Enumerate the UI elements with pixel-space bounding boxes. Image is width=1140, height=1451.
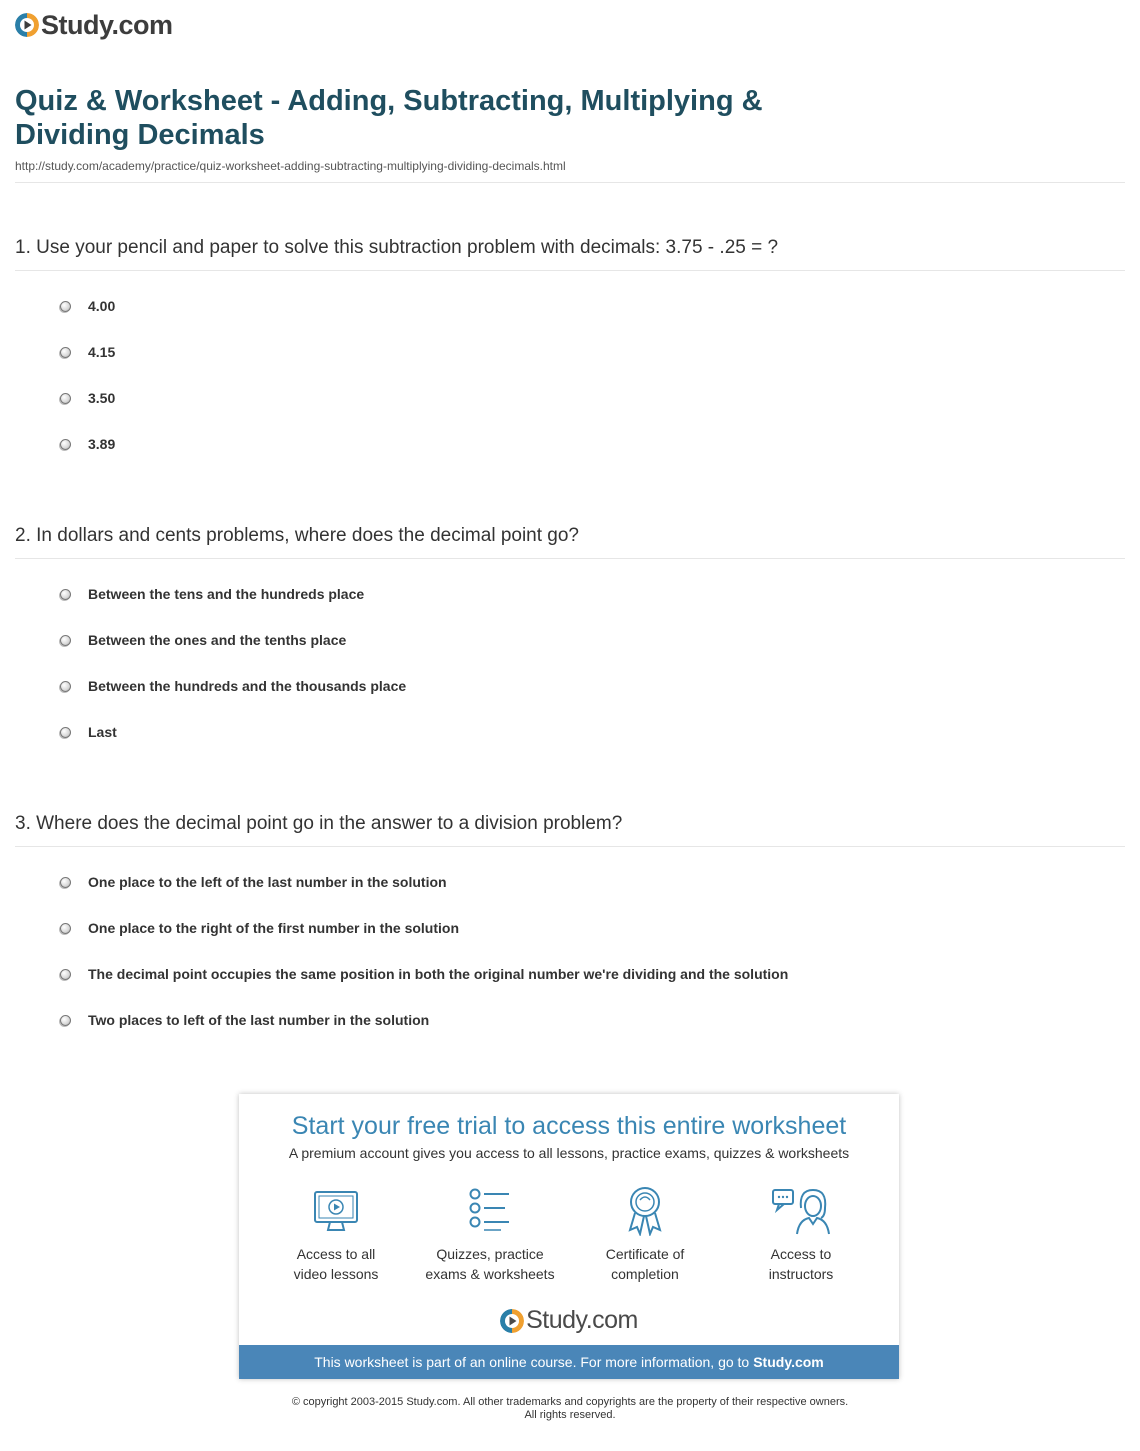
question-1: [15, 236, 1125, 467]
feature-label: Access to all video lessons: [293, 1246, 379, 1282]
option-label: The decimal point occupies the same position in both the original number we're dividing and the solution: [88, 966, 789, 982]
feature-video-lessons: [256, 1186, 416, 1284]
radio-button[interactable]: [60, 969, 71, 980]
option-label: Between the hundreds and the thousands place: [88, 678, 407, 694]
promo-title[interactable]: Start your free trial to access this entire worksheet: [291, 1112, 847, 1140]
radio-button[interactable]: [60, 635, 71, 646]
feature-label: Certificate of completion: [605, 1246, 685, 1282]
radio-button[interactable]: [60, 439, 71, 450]
video-lesson-icon: [311, 1186, 361, 1236]
question-text: 1. Use your pencil and paper to solve this subtraction problem with decimals: 3.75 - .25 = ?: [15, 236, 1125, 271]
answer-option[interactable]: [15, 617, 1125, 663]
answer-option[interactable]: [15, 859, 1125, 905]
question-3: [15, 812, 1125, 1043]
answer-options: [15, 571, 1125, 755]
answer-option[interactable]: [15, 421, 1125, 467]
copyright-footer: [0, 1396, 1140, 1422]
rights-line: All rights reserved.: [524, 1409, 616, 1421]
radio-button[interactable]: [60, 923, 71, 934]
certificate-icon: [620, 1186, 670, 1236]
study-logo-icon: [15, 13, 39, 37]
radio-button[interactable]: [60, 727, 71, 738]
question-text: 2. In dollars and cents problems, where does the decimal point go?: [15, 524, 1125, 559]
radio-button[interactable]: [60, 301, 71, 312]
option-label: Last: [88, 724, 117, 740]
answer-option[interactable]: [15, 951, 1125, 997]
radio-button[interactable]: [60, 589, 71, 600]
radio-button[interactable]: [60, 393, 71, 404]
option-label: 3.50: [88, 390, 116, 406]
option-label: One place to the left of the last number in the solution: [88, 874, 447, 890]
logo-text: Study.com: [41, 9, 173, 40]
study-logo-icon: [500, 1309, 524, 1333]
question-text: 3. Where does the decimal point go in the answer to a division problem?: [15, 812, 1125, 847]
answer-option[interactable]: [15, 283, 1125, 329]
copyright-line: © copyright 2003-2015 Study.com. All other trademarks and copyrights are the property of their respective owners.: [291, 1396, 849, 1408]
option-label: Between the tens and the hundreds place: [88, 586, 365, 602]
logo-text: Study.com: [526, 1306, 638, 1334]
feature-certificate: [565, 1186, 725, 1284]
option-label: 4.15: [88, 344, 116, 360]
feature-label: Access to instructors: [768, 1246, 834, 1282]
answer-option[interactable]: [15, 905, 1125, 951]
radio-button[interactable]: [60, 347, 71, 358]
option-label: Two places to left of the last number in the solution: [88, 1012, 430, 1028]
feature-label: Quizzes, practice exams & worksheets: [425, 1246, 555, 1282]
study-link[interactable]: Study.com: [753, 1354, 824, 1370]
answer-options: [15, 859, 1125, 1043]
site-logo[interactable]: [15, 8, 173, 42]
option-label: One place to the right of the first number in the solution: [88, 920, 460, 936]
promo-logo[interactable]: [239, 1306, 899, 1335]
option-label: 4.00: [88, 298, 116, 314]
radio-button[interactable]: [60, 1015, 71, 1026]
free-trial-promo: [239, 1094, 899, 1379]
option-label: Between the ones and the tenths place: [88, 632, 347, 648]
feature-instructors: [721, 1186, 881, 1284]
feature-quizzes: [410, 1186, 570, 1284]
header-divider: [15, 182, 1125, 183]
radio-button[interactable]: [60, 877, 71, 888]
answer-option[interactable]: [15, 709, 1125, 755]
instructor-icon: [771, 1186, 831, 1236]
promo-subtitle: A premium account gives you access to all lessons, practice exams, quizzes & worksheets: [288, 1145, 850, 1161]
page-title: Quiz & Worksheet - Adding, Subtracting, Multiplying & Dividing Decimals: [15, 85, 763, 151]
answer-option[interactable]: [15, 663, 1125, 709]
radio-button[interactable]: [60, 681, 71, 692]
course-info-bar: [239, 1345, 899, 1379]
answer-option[interactable]: [15, 375, 1125, 421]
page-url[interactable]: http://study.com/academy/practice/quiz-worksheet-adding-subtracting-multiplying-dividing-decimals.html: [15, 159, 566, 173]
quiz-list-icon: [465, 1186, 515, 1236]
course-info-text: This worksheet is part of an online course. For more information, go to: [314, 1354, 750, 1370]
answer-option[interactable]: [15, 571, 1125, 617]
answer-options: [15, 283, 1125, 467]
answer-option[interactable]: [15, 997, 1125, 1043]
answer-option[interactable]: [15, 329, 1125, 375]
option-label: 3.89: [88, 436, 116, 452]
question-2: [15, 524, 1125, 755]
